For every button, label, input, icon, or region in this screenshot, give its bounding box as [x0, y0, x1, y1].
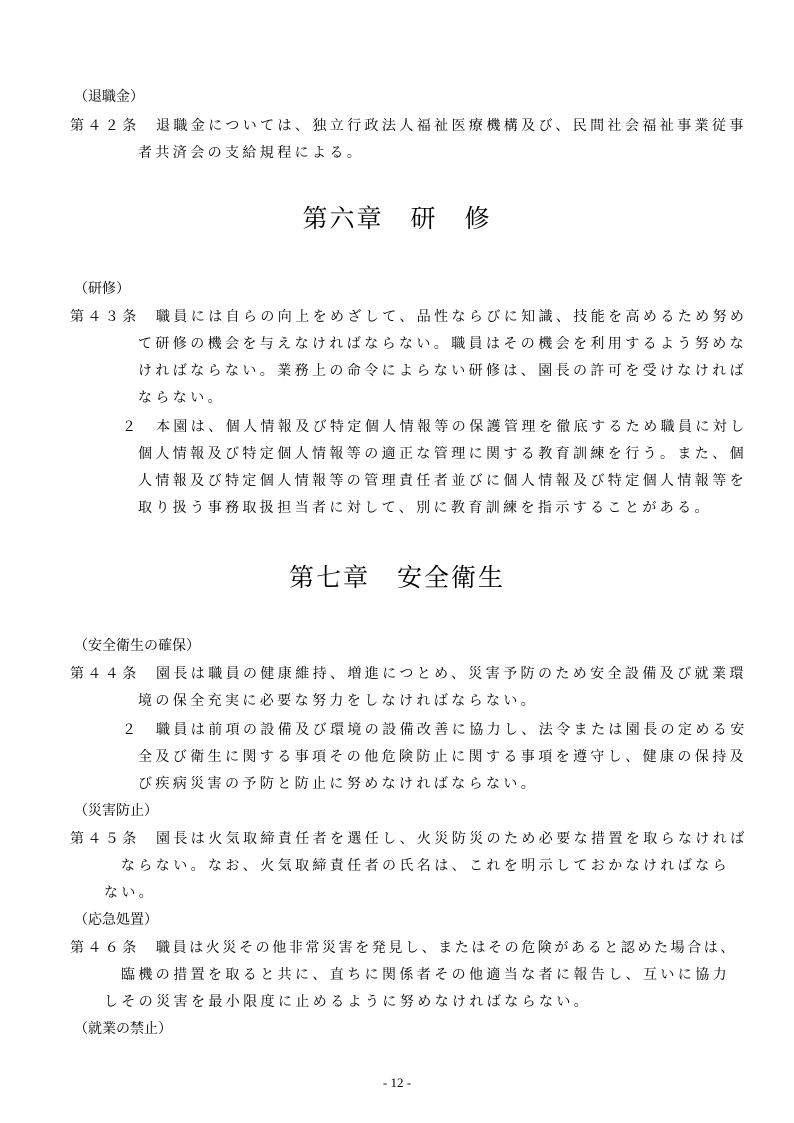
sec45-line-3: ない。 — [104, 885, 157, 901]
sec44-caption: （安全衛生の確保） — [74, 638, 200, 654]
sec42-caption: （退職金） — [74, 89, 144, 105]
sec43-p2-line-2: 個人情報及び特定個人情報等の適正な管理に関する教育訓練を行う。また、個 — [138, 446, 747, 462]
sec44-p2-line-1: 職員は前項の設備及び環境の設備改善に協力し、法令または園長の定める安 — [156, 722, 748, 738]
sec43-p2-line-1: 本園は、個人情報及び特定個人情報等の保護管理を徹底するため職員に対し — [156, 419, 748, 435]
page-number: - 12 - — [382, 1075, 412, 1090]
sec46-caption: （応急処置） — [74, 912, 158, 928]
sec42-number: 第４２条 — [70, 118, 140, 134]
sec44-p2-line-2: 全及び衛生に関する事項その他危険防止に関する事項を遵守し、健康の保持及 — [138, 749, 747, 765]
sec43-line-3: ければならない。業務上の命令によらない研修は、園長の許可を受けなければ — [138, 363, 747, 379]
sec45-line-2: ならない。なお、火気取締責任者の氏名は、これを明示しておかなければなら — [121, 858, 730, 874]
sec45-line-1: 園長は火気取締責任者を選任し、火災防災のため必要な措置を取らなければ — [156, 831, 748, 847]
chapter-7-heading: 第七章 安全衛生 — [288, 563, 505, 592]
sec46-line-2: 臨機の措置を取ると共に、直ちに関係者その他適当な者に報告し、互いに協力 — [121, 967, 730, 983]
sec43-number: 第４３条 — [70, 309, 140, 325]
sec44-line-1: 園長は職員の健康維持、増進につとめ、災害予防のため安全設備及び就業環 — [156, 666, 747, 682]
sec45-number: 第４５条 — [70, 831, 140, 847]
sec43-line-1: 職員には自らの向上をめざして、品性ならびに知識、技能を高めるため努め — [156, 309, 748, 325]
sec44-number: 第４４条 — [70, 666, 140, 682]
sec47-caption: （就業の禁止） — [74, 1021, 172, 1037]
sec46-line-1: 職員は火災その他非常災害を発見し、またはその危険があると認めた場合は、 — [156, 940, 737, 956]
sec42-line-2: 者共済会の支給規程による。 — [138, 145, 365, 161]
sec46-line-3: しその災害を最小限度に止めるように努めなければならない。 — [104, 994, 592, 1010]
sec44-paragraph-2-number: ２ — [122, 722, 136, 738]
sec43-caption: （研修） — [74, 281, 130, 297]
sec46-number: 第４６条 — [70, 940, 140, 956]
sec43-p2-line-3: 人情報及び特定個人情報等の管理責任者並びに個人情報及び特定個人情報等を — [138, 473, 747, 489]
sec42-line-1: 退職金については、独立行政法人福祉医療機構及び、民間社会福祉事業従事 — [156, 118, 747, 134]
sec43-p2-line-4: 取り扱う事務取扱担当者に対して、別に教育訓練を指示することがある。 — [138, 500, 712, 516]
sec45-caption: （災害防止） — [74, 803, 158, 819]
chapter-6-heading: 第六章 研 修 — [302, 204, 492, 233]
sec43-line-4: ならない。 — [138, 390, 225, 406]
sec43-paragraph-2-number: ２ — [122, 419, 136, 435]
sec44-p2-line-3: び疾病災害の予防と防止に努めなければならない。 — [138, 776, 539, 792]
sec44-line-2: 境の保全充実に必要な努力をしなければならない。 — [138, 693, 539, 709]
sec43-line-2: て研修の機会を与えなければならない。職員はその機会を利用するよう努めな — [138, 336, 747, 352]
